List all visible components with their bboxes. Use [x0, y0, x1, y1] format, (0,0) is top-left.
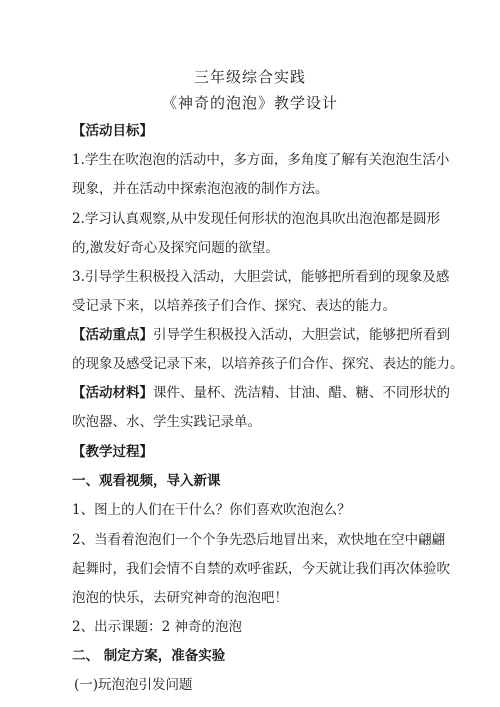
document-grade-title: 三年级综合实践 — [193, 68, 306, 86]
focus-paragraph-line-1 — [72, 326, 450, 344]
section-1-heading: 一、观看视频，导入新课 — [72, 473, 221, 489]
goal-1-line-1: 1.学生在吹泡泡的活动中，多方面，多角度了解有关泡泡生活小 — [72, 152, 450, 168]
subsection-1-heading: (一)玩泡泡引发问题 — [74, 677, 193, 693]
section-1-item-1: 1、图上的人们在干什么？你们喜欢吹泡泡么？ — [72, 502, 351, 518]
focus-text: 引导学生积极投入活动，大胆尝试，能够把所看到 — [153, 327, 450, 343]
goal-3-line-1: 3.引导学生积极投入活动，大胆尝试，能够把所看到的现象及感 — [72, 269, 450, 285]
materials-paragraph-line-2: 吹泡器、水、学生实践记录单。 — [72, 414, 261, 430]
goals-heading: 【活动目标】 — [72, 123, 153, 139]
goal-2-line-2: 的,激发好奇心及探究问题的欲望。 — [72, 240, 279, 256]
focus-label: 【活动重点】 — [72, 327, 153, 343]
materials-text: 课件、量杯、洗洁精、甘油、醋、糖、不同形状的 — [153, 385, 450, 401]
goal-3-line-2: 受记录下来，以培养孩子们合作、探究、表达的能力。 — [72, 298, 396, 314]
goal-1-line-2: 现象，并在活动中探索泡泡液的制作方法。 — [72, 181, 329, 197]
focus-paragraph-line-2: 的现象及感受记录下来，以培养孩子们合作、探究、表达的能力。 — [72, 356, 464, 372]
materials-label: 【活动材料】 — [72, 385, 153, 401]
section-1-item-3: 2、出示课题：2 神奇的泡泡 — [72, 619, 242, 635]
goal-2-line-1: 2.学习认真观察,从中发现任何形状的泡泡具吹出泡泡都是圆形 — [72, 211, 441, 227]
section-1-item-2-line-1: 2、当看着泡泡们一个个争先恐后地冒出来，欢快地在空中翩翩 — [72, 532, 446, 548]
process-heading: 【教学过程】 — [72, 444, 153, 460]
section-1-item-2-line-2: 起舞时，我们会情不自禁的欢呼雀跃，今天就让我们再次体验吹 — [72, 561, 450, 577]
document-lesson-title: 《神奇的泡泡》教学设计 — [161, 94, 338, 112]
section-1-item-2-line-3: 泡泡的快乐，去研究神奇的泡泡吧！ — [72, 590, 288, 606]
materials-paragraph-line-1 — [72, 384, 450, 402]
section-2-heading: 二、 制定方案，准备实验 — [72, 648, 226, 664]
